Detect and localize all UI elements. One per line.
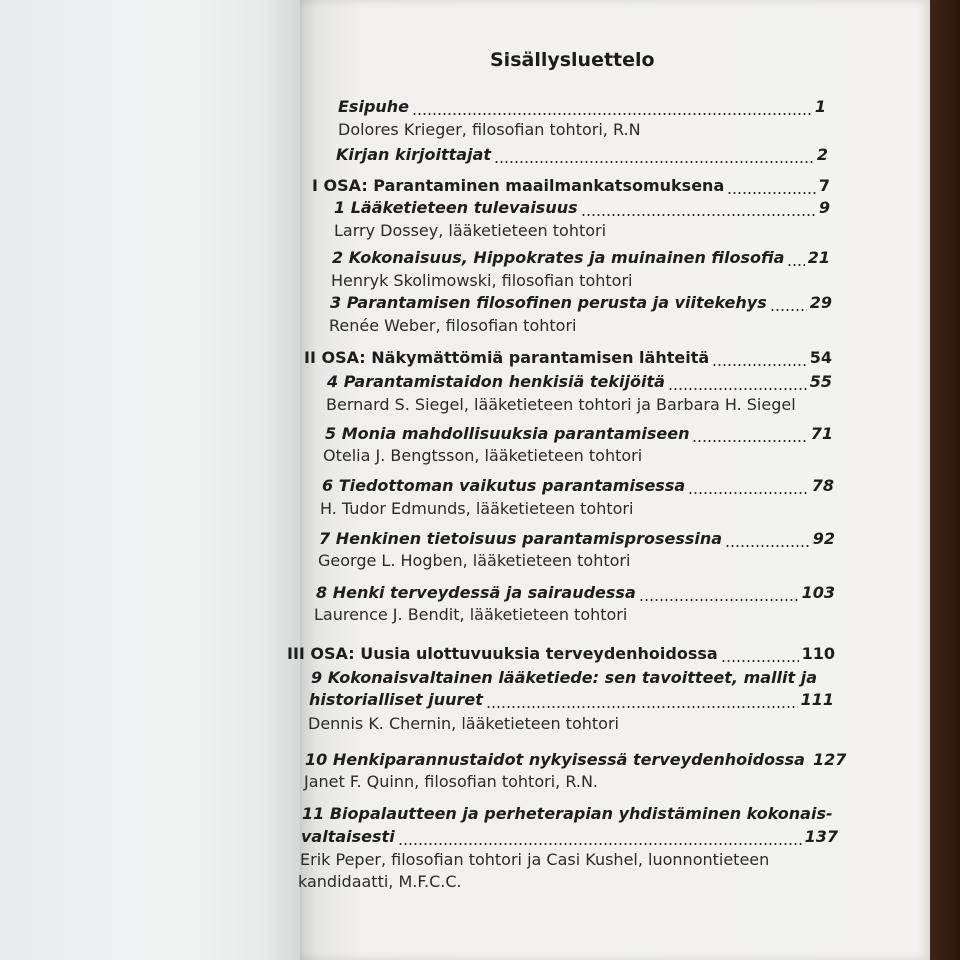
toc-entry-title: 1 Lääketieteen tulevaisuus <box>334 198 578 217</box>
toc-entry-title-continued: valtaisesti <box>301 827 395 846</box>
toc-entry-title: 11 Biopalautteen ja perheterapian yhdistäminen kokonais- <box>302 804 833 823</box>
toc-entry <box>332 248 830 272</box>
toc-entry-title: 7 Henkinen tietoisuus parantamisprosessina <box>319 529 723 548</box>
toc-part-page: 54 <box>809 348 832 367</box>
toc-entry <box>316 583 835 607</box>
toc-entry-author: Dolores Krieger, filosofian tohtori, R.N <box>338 120 641 139</box>
toc-entry-page: 78 <box>811 476 834 495</box>
toc-entry <box>319 529 835 553</box>
toc-part-page: 7 <box>818 176 830 195</box>
dot-leader <box>727 185 816 195</box>
dot-leader <box>494 154 814 164</box>
toc-entry-title: 2 Kokonaisuus, Hippokrates ja muinainen filosofia <box>332 248 785 267</box>
toc-entry-page: 2 <box>816 145 828 164</box>
toc-entry-title: 6 Tiedottoman vaikutus parantamisessa <box>322 476 686 495</box>
toc-entry-page: 111 <box>800 690 834 709</box>
toc-entry <box>330 293 832 317</box>
dot-leader <box>688 485 809 495</box>
toc-entry-author: H. Tudor Edmunds, lääketieteen tohtori <box>320 499 634 518</box>
toc-entry-page: 103 <box>801 583 835 602</box>
toc-part <box>287 644 835 668</box>
toc-entry-author: George L. Hogben, lääketieteen tohtori <box>318 551 631 570</box>
toc-entry <box>334 198 830 222</box>
toc-entry-title: 10 Henkiparannustaidot nykyisessä terveydenhoidossa <box>305 750 805 769</box>
dot-leader <box>770 302 807 312</box>
toc-entry <box>311 668 831 692</box>
toc-entry-title: 9 Kokonaisvaltainen lääketiede: sen tavoitteet, mallit ja <box>311 668 817 687</box>
dot-leader <box>581 207 816 217</box>
toc-entry-page: 137 <box>804 827 838 846</box>
toc-entry-page: 55 <box>809 372 832 391</box>
dot-leader <box>668 381 807 391</box>
dot-leader <box>398 836 802 846</box>
toc-entry-author: Larry Dossey, lääketieteen tohtori <box>334 221 607 240</box>
toc-entry-title: Kirjan kirjoittajat <box>336 145 492 164</box>
toc-entry-page: 21 <box>807 248 830 267</box>
dot-leader <box>787 257 804 267</box>
toc-part-title: III OSA: Uusia ulottuvuuksia terveydenhoidossa <box>287 644 718 663</box>
toc-entry-page: 127 <box>812 750 847 769</box>
toc-part <box>312 176 830 200</box>
dot-leader <box>725 538 810 548</box>
toc-entry-author: Renée Weber, filosofian tohtori <box>329 316 577 335</box>
toc-entry <box>327 372 832 396</box>
toc-entry-title: Esipuhe <box>338 97 410 116</box>
toc-entry-author-continued: kandidaatti, M.F.C.C. <box>298 872 462 891</box>
dot-leader <box>486 699 798 709</box>
toc-entry <box>309 690 834 714</box>
toc-entry-page: 1 <box>814 97 826 116</box>
toc-entry <box>302 804 832 828</box>
dot-leader <box>712 357 807 367</box>
toc-entry-author: Erik Peper, filosofian tohtori ja Casi Kushel, luonnontieteen <box>300 850 770 869</box>
toc-entry-author: Bernard S. Siegel, lääketieteen tohtori ja Barbara H. Siegel <box>326 395 796 414</box>
toc-entry-author: Janet F. Quinn, filosofian tohtori, R.N. <box>304 772 598 791</box>
dot-leader <box>639 592 799 602</box>
toc-entry-page: 92 <box>812 529 835 548</box>
toc-entry <box>305 750 847 774</box>
toc-entry <box>322 476 834 500</box>
toc-entry-author: Otelia J. Bengtsson, lääketieteen tohtori <box>323 446 643 465</box>
toc-entry-title: 5 Monia mahdollisuuksia parantamiseen <box>325 424 690 443</box>
toc-entry-author: Dennis K. Chernin, lääketieteen tohtori <box>308 714 619 733</box>
toc-entry <box>325 424 833 448</box>
toc-entry-page: 29 <box>809 293 832 312</box>
toc-entry-title: 4 Parantamistaidon henkisiä tekijöitä <box>327 372 665 391</box>
toc-entry-title: 8 Henki terveydessä ja sairaudessa <box>316 583 636 602</box>
toc-part-page: 110 <box>801 644 835 663</box>
dot-leader <box>692 433 807 443</box>
dot-leader <box>412 106 812 116</box>
left-page <box>0 0 310 960</box>
toc-entry-title: 3 Parantamisen filosofinen perusta ja viitekehys <box>330 293 767 312</box>
toc-entry <box>301 827 838 851</box>
dot-leader <box>721 653 799 663</box>
toc-entry-page: 71 <box>810 424 833 443</box>
toc-entry-author: Henryk Skolimowski, filosofian tohtori <box>331 271 633 290</box>
toc-entry-page: 9 <box>818 198 830 217</box>
toc-entry <box>338 97 826 121</box>
page-title: Sisällysluettelo <box>490 49 655 71</box>
toc-entry-title-continued: historialliset juuret <box>309 690 483 709</box>
toc-part-title: I OSA: Parantaminen maailmankatsomuksena <box>312 176 725 195</box>
toc-entry <box>336 145 828 169</box>
toc-part-title: II OSA: Näkymättömiä parantamisen lähteitä <box>304 348 710 367</box>
toc-entry-author: Laurence J. Bendit, lääketieteen tohtori <box>314 605 628 624</box>
toc-part <box>304 348 832 372</box>
